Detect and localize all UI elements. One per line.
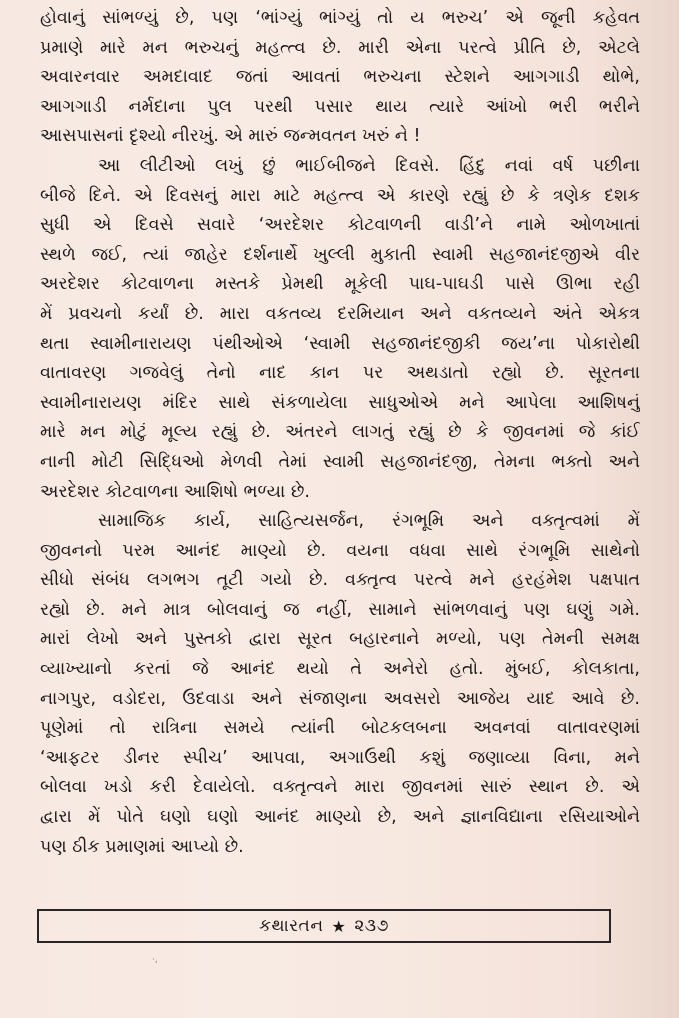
text-line: સીધો સંબંધ લગભગ તૂટી ગયો છે. વક્તૃત્વ પરત્વે મને હરહંમેશ પક્ષપાત	[40, 570, 640, 591]
text-line: મેં પ્રવચનો કર્યાં છે. મારા વકતવ્ય દરમિયાન અને વકતવ્યને અંતે એકત્ર	[40, 303, 640, 324]
footer-page-number: ૨૩૭	[354, 916, 389, 936]
text-line: અવારનવાર અમદાવાદ જતાં આવતાં ભરુચના સ્ટેશને આગગાડી થોભે,	[40, 67, 640, 88]
page-footer	[37, 909, 611, 943]
text-line: સુધી એ દિવસે સવારે ‘અરદેશર કોટવાળની વાડી’ને નામે ઓળખાતાં	[40, 215, 640, 236]
text-line: સ્વામીનારાયણ મંદિર સાથે સંકળાયેલા સાધુઓએ મને આપેલા આશિષનું	[40, 392, 640, 413]
text-line: દ્વારા મેં પોતે ઘણો ઘણો આનંદ માણ્યો છે, અને જ્ઞાનવિદ્યાના રસિયાઓને	[40, 807, 640, 828]
text-line: મારાં લેખો અને પુસ્તકો દ્વારા સૂરત બહારનાને મળ્યો, પણ તેમની સમક્ષ	[40, 629, 640, 650]
text-line: થતા સ્વામીનારાયણ પંથીઓએ ‘સ્વામી સહજાનંદજીકી જય’ના પોકારોથી	[40, 333, 640, 354]
body-text	[40, 4, 640, 862]
text-line: નાની મોટી સિદ્ધિઓ મેળવી તેમાં સ્વામી સહજાનંદજી, તેમના ભક્તો અને	[40, 451, 640, 472]
text-line: મારે મન મોટું મૂલ્ય રહ્યું છે. અંતરને લાગતું રહ્યું છે કે જીવનમાં જે કાંઈ	[40, 422, 640, 443]
text-line: જીવનનો પરમ આનંદ માણ્યો છે. વયના વધવા સાથે રંગભૂમિ સાથેનો	[40, 540, 640, 561]
text-line: આ લીટીઓ લખું છું ભાઈબીજને દિવસે. હિંદુ નવાં વર્ષ પછીના	[98, 155, 640, 176]
footer-book-title: કથારતન	[259, 916, 324, 936]
text-line: રહ્યો છે. મને માત્ર બોલવાનું જ નહીં, સામાને સાંભળવાનું પણ ઘણું ગમે.	[40, 599, 640, 620]
text-line: પણ ઠીક પ્રમાણમાં આપ્યો છે.	[40, 836, 244, 857]
text-line: બીજે દિને. એ દિવસનું મારા માટે મહત્ત્વ એ કારણે રહ્યું છે કે ત્રણેક દશક	[40, 185, 640, 206]
text-line: હોવાનું સાંભળ્યું છે, પણ ‘ભાંગ્યું ભાંગ્યું તો ય ભરુચ’ એ જૂની કહેવત	[40, 8, 640, 28]
ink-smudge: ·,	[152, 955, 158, 965]
text-line: પૂણેમાં તો રાત્રિના સમયે ત્યાંની બોટકલબના અવનવાં વાતાવરણમાં	[40, 718, 640, 739]
text-line: અરદેશર કોટવાળના મસ્તકે પ્રેમથી મૂકેલી પાઘ-પાઘડી પાસે ઊભા રહી	[40, 274, 640, 295]
text-line: આગગાડી નર્મદાના પુલ પરથી પસાર થાય ત્યારે આંખો ભરી ભરીને	[40, 96, 640, 117]
text-line: વ્યાખ્યાનો કરતાં જે આનંદ થયો તે અનેરો હતો. મુંબઈ, કોલકાતા,	[40, 659, 640, 680]
text-line: બોલવા ખડો કરી દેવાયેલો. વક્તૃત્વને મારા જીવનમાં સારું સ્થાન છે. એ	[40, 777, 640, 798]
text-line: ‘આફટર ડીનર સ્પીચ’ આપવા, અગાઉથી કશું જણાવ્યા વિના, મને	[40, 747, 640, 768]
text-line: પ્રમાણે મારે મન ભરુચનું મહત્ત્વ છે. મારી એના પરત્વે પ્રીતિ છે, એટલે	[40, 37, 640, 58]
text-line: સ્થળે જઈ, ત્યાં જાહેર દર્શનાર્થે ખુલ્લી મુકાતી સ્વામી સહજાનંદજીએ વીર	[40, 244, 640, 265]
text-line: નાગપુર, વડોદરા, ઉદવાડા અને સંજાણના અવસરો આજેય યાદ આવે છે.	[40, 688, 640, 709]
text-line: આસપાસનાં દૃશ્યો નીરખું. એ મારું જન્મવતન ખરું ને !	[40, 126, 421, 147]
text-line: અરદેશર કોટવાળના આશિષો ભળ્યા છે.	[40, 481, 310, 502]
text-line: સામાજિક કાર્ય, સાહિત્યસર્જન, રંગભૂમિ અને વક્તૃત્વમાં મેં	[98, 511, 640, 532]
star-icon: ★	[331, 916, 347, 936]
text-line: વાતાવરણ ગજવેલું તેનો નાદ કાન પર અથડાતો રહ્યો છે. સૂરતના	[40, 363, 640, 384]
